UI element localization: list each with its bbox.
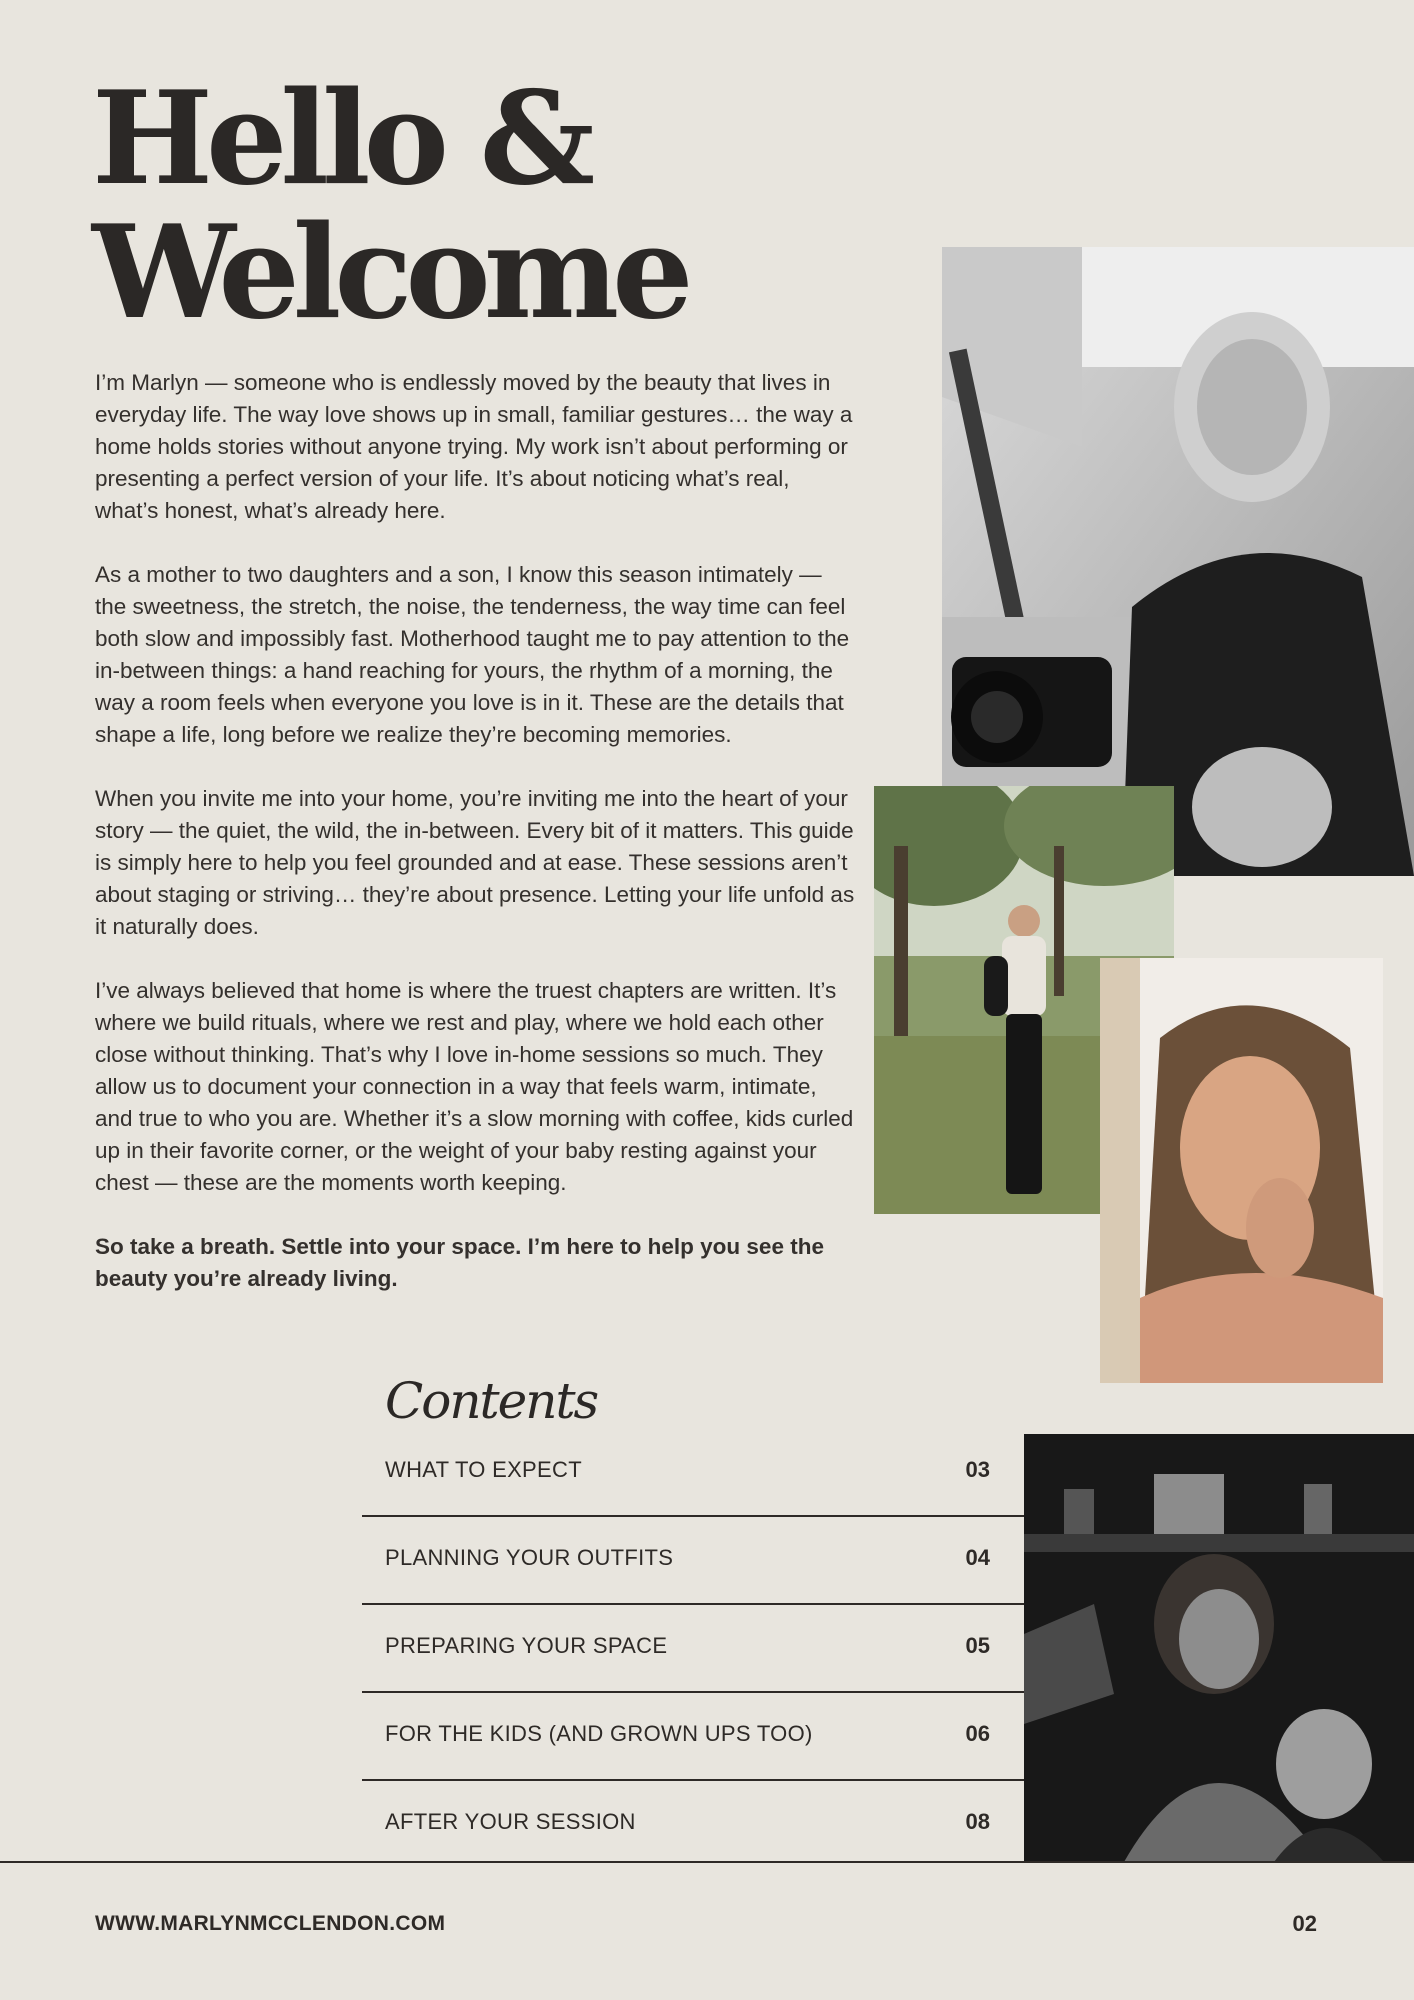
title-line-2: Welcome (92, 198, 687, 348)
toc-item-label: PLANNING YOUR OUTFITS (385, 1545, 674, 1570)
footer-divider (0, 1861, 1414, 1863)
toc-item-page: 06 (965, 1721, 990, 1746)
toc-item-page: 03 (965, 1457, 990, 1482)
photo-closeup-portrait (1100, 958, 1383, 1383)
toc-item-label: WHAT TO EXPECT (385, 1457, 582, 1482)
intro-text (95, 367, 855, 1295)
toc-item-label: FOR THE KIDS (AND GROWN UPS TOO) (385, 1721, 813, 1746)
intro-closing: So take a breath. Settle into your space. I’m here to help you see the beauty you’re already living. (95, 1234, 824, 1291)
photo-portrait-with-camera (942, 247, 1414, 876)
intro-paragraph-3: When you invite me into your home, you’re inviting me into the heart of your story — the quiet, the wild, the in-between. Every bit of it matters. This guide is simply here to help you feel grounded and at ease. These sessions aren’t about staging or striving… they’re about presence. Letting your life unfold as it naturally does. (95, 786, 855, 939)
toc-item-for-the-kids[interactable] (362, 1693, 1024, 1781)
website-link[interactable]: WWW.MARLYNMCCLENDON.COM (95, 1912, 446, 1935)
page-number: 02 (1292, 1911, 1317, 1936)
toc-item-preparing-your-space[interactable] (362, 1605, 1024, 1693)
toc-item-label: PREPARING YOUR SPACE (385, 1633, 668, 1658)
intro-paragraph-2: As a mother to two daughters and a son, I know this season intimately — the sweetness, the stretch, the noise, the tenderness, the way time can feel both slow and impossibly fast. Motherhood taught me to pay attention to the in-between things: a hand reaching for yours, the rhythm of a morning, the way a room feels when everyone you love is in it. These are the details that shape a life, long before we realize they’re becoming memories. (95, 562, 850, 747)
intro-paragraph-4: I’ve always believed that home is where the truest chapters are written. It’s where we build rituals, where we rest and play, where we hold each other close without thinking. That’s why I love in-home sessions so much. They allow us to document your connection in a way that feels warm, intimate, and true to who you are. Whether it’s a slow morning with coffee, kids curled up in their favorite corner, or the weight of your baby resting against your chest — these are the moments worth keeping. (95, 978, 854, 1195)
page-title (92, 64, 687, 348)
table-of-contents (362, 1429, 1024, 1867)
toc-item-planning-your-outfits[interactable] (362, 1517, 1024, 1605)
toc-item-page: 05 (965, 1633, 990, 1658)
intro-paragraph-1: I’m Marlyn — someone who is endlessly moved by the beauty that lives in everyday life. The way love shows up in small, familiar gestures… the way a home holds stories without anyone trying. My work isn’t about performing or presenting a perfect version of your life. It’s about noticing what’s real, what’s honest, what’s already here. (95, 370, 853, 523)
toc-item-page: 08 (965, 1809, 990, 1834)
contents-heading: Contents (385, 1372, 598, 1430)
toc-item-what-to-expect[interactable] (362, 1429, 1024, 1517)
photo-mother-and-child (1024, 1434, 1414, 1862)
toc-item-page: 04 (965, 1545, 990, 1570)
toc-item-label: AFTER YOUR SESSION (385, 1809, 636, 1834)
toc-item-after-your-session[interactable] (362, 1781, 1024, 1867)
title-line-1: Hello & (92, 64, 589, 214)
